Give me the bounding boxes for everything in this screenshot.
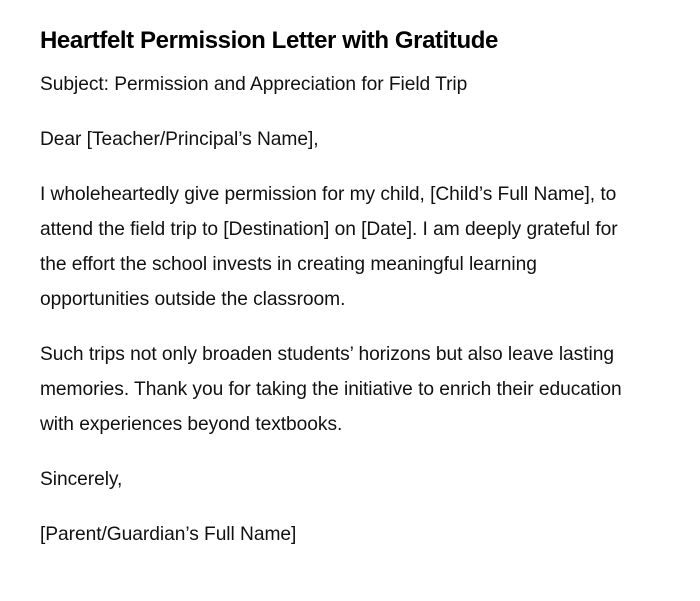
signature: [Parent/Guardian’s Full Name]	[40, 524, 297, 545]
page-title: Heartfelt Permission Letter with Gratitude	[40, 27, 498, 54]
body-paragraph-gratitude: Such trips not only broaden students’ horizons but also leave lasting memories. Thank you for taking the initiative to enrich their education with experiences beyond textbooks.	[40, 344, 622, 435]
subject-line: Subject: Permission and Appreciation for Field Trip	[40, 74, 468, 95]
salutation: Dear [Teacher/Principal’s Name],	[40, 129, 319, 150]
closing: Sincerely,	[40, 469, 123, 490]
body-paragraph-permission: I wholeheartedly give permission for my child, [Child’s Full Name], to attend the field trip to [Destination] on [Date]. I am deeply grateful for the effort the school invests in creating meaningful learning opportunities outside the classroom.	[40, 184, 618, 310]
